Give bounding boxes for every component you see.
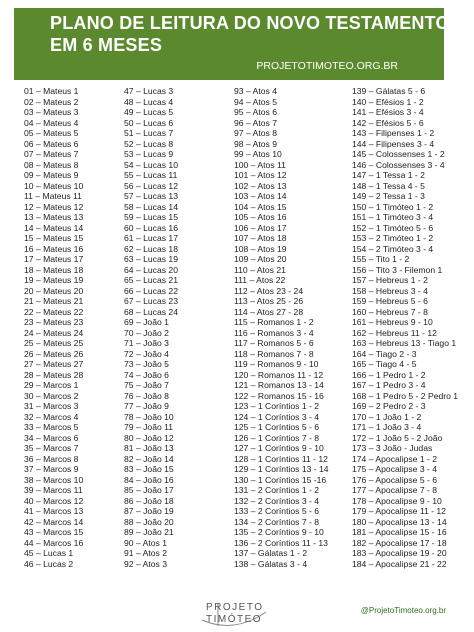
reading-day-item: 91 – Atos 2 <box>124 548 168 558</box>
reading-day-item: 18 – Mateus 18 <box>24 264 84 275</box>
reading-day-item: 92 – Atos 3 <box>124 558 168 569</box>
reading-day-item: 133 – 2 Coríntios 5 - 6 <box>234 506 320 516</box>
reading-day-item: 112 – Atos 23 - 24 <box>234 285 304 296</box>
reading-day-item: 119 – Romanos 9 - 10 <box>234 359 319 369</box>
reading-day-item: 53 – Lucas 9 <box>124 149 174 159</box>
reading-day-item: 83 – João 15 <box>124 464 174 474</box>
reading-day-item: 125 – 1 Coríntios 5 - 6 <box>234 422 320 432</box>
reading-day-item: 159 – Hebreus 5 - 6 <box>352 296 428 306</box>
reading-day-item: 71 – João 3 <box>124 338 169 348</box>
reading-day-item: 44 – Marcos 16 <box>24 537 84 548</box>
reading-day-item: 82 – João 14 <box>124 453 174 464</box>
reading-day-item: 88 – João 20 <box>124 516 174 527</box>
reading-day-item: 180 – Apocalipse 13 - 14 <box>352 516 447 527</box>
reading-day-item: 155 – Tito 1 - 2 <box>352 254 410 264</box>
reading-day-item: 143 – Filipenses 1 - 2 <box>352 128 435 138</box>
reading-day-item: 149 – 2 Tessa 1 - 3 <box>352 191 425 201</box>
reading-day-item: 99 – Atos 10 <box>234 149 282 159</box>
reading-day-item: 07 – Mateus 7 <box>24 149 79 159</box>
reading-day-item: 86 – João 18 <box>124 495 174 506</box>
reading-day-item: 114 – Atos 27 - 28 <box>234 306 304 317</box>
reading-day-item: 178 – Apocalipse 9 - 10 <box>352 495 442 506</box>
reading-day-item: 28 – Mateus 28 <box>24 369 84 380</box>
reading-day-item: 172 – 1 João 5 - 2 João <box>352 432 443 443</box>
reading-day-item: 25 – Mateus 25 <box>24 338 84 348</box>
reading-day-item: 141 – Efésios 3 - 4 <box>352 107 424 117</box>
reading-day-item: 57 – Lucas 13 <box>124 191 178 201</box>
reading-day-item: 120 – Romanos 11 - 12 <box>234 369 324 380</box>
reading-day-item: 59 – Lucas 15 <box>124 212 178 222</box>
reading-day-item: 126 – 1 Coríntios 7 - 8 <box>234 432 320 443</box>
reading-day-item: 161 – Hebreus 9 - 10 <box>352 317 433 327</box>
reading-day-item: 87 – João 19 <box>124 506 174 516</box>
reading-day-item: 136 – 2 Coríntios 11 - 13 <box>234 537 328 548</box>
reading-column-4 <box>352 86 458 569</box>
reading-day-item: 66 – Lucas 22 <box>124 285 178 296</box>
social-handle: @ProjetoTimoteo.org.br <box>360 606 446 615</box>
reading-day-item: 170 – 1 João 1 - 2 <box>352 411 422 422</box>
reading-day-item: 61 – Lucas 17 <box>124 233 178 243</box>
reading-day-item: 106 – Atos 17 <box>234 222 287 233</box>
reading-day-item: 85 – João 17 <box>124 485 174 495</box>
reading-day-item: 19 – Mateus 19 <box>24 275 84 285</box>
reading-day-item: 42 – Marcos 14 <box>24 516 84 527</box>
reading-day-item: 101 – Atos 12 <box>234 170 287 180</box>
reading-day-item: 36 – Marcos 8 <box>24 453 79 464</box>
reading-day-item: 160 – Hebreus 7 - 8 <box>352 306 428 317</box>
reading-day-item: 117 – Romanos 5 - 6 <box>234 338 314 348</box>
reading-day-item: 55 – Lucas 11 <box>124 170 178 180</box>
reading-day-item: 03 – Mateus 3 <box>24 107 79 117</box>
reading-day-item: 138 – Gálatas 3 - 4 <box>234 558 308 569</box>
reading-day-item: 34 – Marcos 6 <box>24 432 79 443</box>
reading-day-item: 60 – Lucas 16 <box>124 222 178 233</box>
reading-day-item: 05 – Mateus 5 <box>24 128 79 138</box>
reading-day-item: 09 – Mateus 9 <box>24 170 79 180</box>
reading-day-item: 110 – Atos 21 <box>234 264 286 275</box>
reading-day-item: 97 – Atos 8 <box>234 128 278 138</box>
reading-day-item: 171 – 1 João 3 - 4 <box>352 422 422 432</box>
reading-day-item: 102 – Atos 13 <box>234 180 287 191</box>
reading-day-item: 139 – Gálatas 5 - 6 <box>352 86 426 96</box>
reading-day-item: 38 – Marcos 10 <box>24 474 84 485</box>
reading-day-item: 104 – Atos 15 <box>234 201 287 212</box>
reading-day-item: 80 – João 12 <box>124 432 174 443</box>
page-title-line2: EM 6 MESES <box>50 35 163 55</box>
reading-day-item: 168 – 1 Pedro 5 - 2 Pedro 1 <box>352 390 459 401</box>
reading-day-item: 69 – João 1 <box>124 317 169 327</box>
reading-day-item: 173 – 3 João - Judas <box>352 443 433 453</box>
reading-day-item: 45 – Lucas 1 <box>24 548 74 558</box>
reading-day-item: 56 – Lucas 12 <box>124 180 178 191</box>
reading-day-item: 127 – 1 Coríntios 9 - 10 <box>234 443 324 453</box>
reading-day-item: 15 – Mateus 15 <box>24 233 84 243</box>
reading-day-item: 140 – Efésios 1 - 2 <box>352 96 424 107</box>
reading-day-item: 146 – Colossenses 3 - 4 <box>352 159 445 170</box>
reading-day-item: 77 – João 9 <box>124 401 169 411</box>
reading-day-item: 73 – João 5 <box>124 359 169 369</box>
reading-day-item: 156 – Tito 3 - Filemon 1 <box>352 264 443 275</box>
reading-day-item: 142 – Efésios 5 - 6 <box>352 117 424 128</box>
reading-day-item: 11 – Mateus 11 <box>24 191 82 201</box>
reading-day-item: 135 – 2 Coríntios 9 - 10 <box>234 527 324 537</box>
reading-day-item: 100 – Atos 11 <box>234 159 286 170</box>
reading-day-item: 40 – Marcos 12 <box>24 495 84 506</box>
reading-day-item: 98 – Atos 9 <box>234 138 278 149</box>
site-url: PROJETOTIMOTEO.ORG.BR <box>256 60 398 72</box>
reading-day-item: 31 – Marcos 3 <box>24 401 79 411</box>
reading-day-item: 154 – 2 Timóteo 3 - 4 <box>352 243 434 254</box>
reading-day-item: 65 – Lucas 21 <box>124 275 178 285</box>
reading-day-item: 30 – Marcos 2 <box>24 390 79 401</box>
reading-day-item: 20 – Mateus 20 <box>24 285 84 296</box>
reading-day-item: 41 – Marcos 13 <box>24 506 84 516</box>
reading-day-item: 17 – Mateus 17 <box>24 254 84 264</box>
reading-column-1 <box>24 86 83 569</box>
logo-text-projeto: PROJETO <box>206 602 264 613</box>
reading-day-item: 105 – Atos 16 <box>234 212 287 222</box>
reading-day-item: 131 – 2 Coríntios 1 - 2 <box>234 485 320 495</box>
reading-day-item: 103 – Atos 14 <box>234 191 287 201</box>
reading-day-item: 75 – João 7 <box>124 380 169 390</box>
reading-day-item: 167 – 1 Pedro 3 - 4 <box>352 380 426 390</box>
reading-day-item: 08 – Mateus 8 <box>24 159 79 170</box>
reading-day-item: 162 – Hebreus 11 - 12 <box>352 327 437 338</box>
reading-day-item: 14 – Mateus 14 <box>24 222 84 233</box>
reading-day-item: 50 – Lucas 6 <box>124 117 174 128</box>
reading-day-item: 118 – Romanos 7 - 8 <box>234 348 314 359</box>
reading-day-item: 183 – Apocalipse 19 - 20 <box>352 548 447 558</box>
reading-day-item: 52 – Lucas 8 <box>124 138 174 149</box>
reading-day-item: 122 – Romanos 15 - 16 <box>234 390 324 401</box>
reading-day-item: 96 – Atos 7 <box>234 117 278 128</box>
reading-day-item: 27 – Mateus 27 <box>24 359 84 369</box>
reading-day-item: 174 – Apocalipse 1 - 2 <box>352 453 438 464</box>
reading-day-item: 121 – Romanos 13 - 14 <box>234 380 324 390</box>
reading-day-item: 70 – João 2 <box>124 327 169 338</box>
reading-day-item: 94 – Atos 5 <box>234 96 278 107</box>
reading-day-item: 37 – Marcos 9 <box>24 464 79 474</box>
reading-day-item: 01 – Mateus 1 <box>24 86 79 96</box>
reading-day-item: 150 – 1 Timóteo 1 - 2 <box>352 201 434 212</box>
reading-day-item: 23 – Mateus 23 <box>24 317 84 327</box>
reading-day-item: 89 – João 21 <box>124 527 174 537</box>
projeto-timoteo-logo <box>198 600 270 628</box>
reading-day-item: 16 – Mateus 16 <box>24 243 84 254</box>
reading-day-item: 64 – Lucas 20 <box>124 264 178 275</box>
reading-day-item: 129 – 1 Coríntios 13 - 14 <box>234 464 329 474</box>
reading-day-item: 148 – 1 Tessa 4 - 5 <box>352 180 425 191</box>
reading-day-item: 29 – Marcos 1 <box>24 380 79 390</box>
reading-day-item: 177 – Apocalipse 7 - 8 <box>352 485 438 495</box>
reading-day-item: 165 – Tiago 4 - 5 <box>352 359 417 369</box>
reading-day-item: 63 – Lucas 19 <box>124 254 178 264</box>
reading-day-item: 81 – João 13 <box>124 443 174 453</box>
reading-day-item: 115 – Romanos 1 - 2 <box>234 317 314 327</box>
reading-day-item: 164 – Tiago 2 - 3 <box>352 348 417 359</box>
reading-day-item: 02 – Mateus 2 <box>24 96 79 107</box>
reading-day-item: 184 – Apocalipse 21 - 22 <box>352 558 447 569</box>
reading-day-item: 145 – Colossenses 1 - 2 <box>352 149 445 159</box>
reading-day-item: 62 – Lucas 18 <box>124 243 178 254</box>
reading-day-item: 116 – Romanos 3 - 4 <box>234 327 314 338</box>
reading-day-item: 76 – João 8 <box>124 390 169 401</box>
reading-day-item: 132 – 2 Coríntios 3 - 4 <box>234 495 320 506</box>
reading-day-item: 137 – Gálatas 1 - 2 <box>234 548 308 558</box>
reading-day-item: 33 – Marcos 5 <box>24 422 79 432</box>
reading-day-item: 48 – Lucas 4 <box>124 96 174 107</box>
reading-day-item: 179 – Apocalipse 11 - 12 <box>352 506 446 516</box>
reading-day-item: 151 – 1 Timóteo 3 - 4 <box>352 212 434 222</box>
page-title-line1: PLANO DE LEITURA DO NOVO TESTAMENTO <box>50 13 450 33</box>
reading-day-item: 123 – 1 Coríntios 1 - 2 <box>234 401 320 411</box>
reading-day-item: 175 – Apocalipse 3 - 4 <box>352 464 438 474</box>
reading-day-item: 10 – Mateus 10 <box>24 180 84 191</box>
reading-day-item: 78 – João 10 <box>124 411 174 422</box>
reading-day-item: 58 – Lucas 14 <box>124 201 178 212</box>
reading-day-item: 54 – Lucas 10 <box>124 159 178 170</box>
reading-day-item: 111 – Atos 22 <box>234 275 286 285</box>
reading-day-item: 130 – 1 Coríntios 15 -16 <box>234 474 327 485</box>
reading-day-item: 39 – Marcos 11 <box>24 485 83 495</box>
reading-day-item: 90 – Atos 1 <box>124 537 168 548</box>
reading-day-item: 128 – 1 Coríntios 11 - 12 <box>234 453 328 464</box>
reading-day-item: 24 – Mateus 24 <box>24 327 84 338</box>
reading-day-item: 22 – Mateus 22 <box>24 306 84 317</box>
reading-day-item: 26 – Mateus 26 <box>24 348 84 359</box>
reading-day-item: 04 – Mateus 4 <box>24 117 79 128</box>
reading-day-item: 134 – 2 Coríntios 7 - 8 <box>234 516 320 527</box>
reading-day-item: 147 – 1 Tessa 1 - 2 <box>352 170 425 180</box>
reading-day-item: 51 – Lucas 7 <box>124 128 174 138</box>
reading-day-item: 13 – Mateus 13 <box>24 212 84 222</box>
reading-day-item: 47 – Lucas 3 <box>124 86 174 96</box>
reading-column-3 <box>234 86 329 569</box>
reading-day-item: 113 – Atos 25 - 26 <box>234 296 304 306</box>
reading-day-item: 95 – Atos 6 <box>234 107 278 117</box>
reading-day-item: 32 – Marcos 4 <box>24 411 79 422</box>
reading-day-item: 169 – 2 Pedro 2 - 3 <box>352 401 426 411</box>
reading-day-item: 124 – 1 Coríntios 3 - 4 <box>234 411 320 422</box>
reading-day-item: 176 – Apocalipse 5 - 6 <box>352 474 438 485</box>
reading-day-item: 67 – Lucas 23 <box>124 296 178 306</box>
reading-day-item: 109 – Atos 20 <box>234 254 287 264</box>
reading-day-item: 79 – João 11 <box>124 422 174 432</box>
reading-day-item: 49 – Lucas 5 <box>124 107 174 117</box>
reading-day-item: 46 – Lucas 2 <box>24 558 74 569</box>
reading-day-item: 21 – Mateus 21 <box>24 296 84 306</box>
reading-day-item: 152 – 1 Timóteo 5 - 6 <box>352 222 434 233</box>
reading-day-item: 182 – Apocalipse 17 - 18 <box>352 537 447 548</box>
reading-day-item: 144 – Filipenses 3 - 4 <box>352 138 435 149</box>
reading-day-item: 181 – Apocalipse 15 - 16 <box>352 527 447 537</box>
reading-day-item: 108 – Atos 19 <box>234 243 287 254</box>
reading-day-item: 06 – Mateus 6 <box>24 138 79 149</box>
reading-day-item: 163 – Hebreus 13 - Tiago 1 <box>352 338 457 348</box>
title-banner <box>14 8 450 80</box>
reading-day-item: 74 – João 6 <box>124 369 169 380</box>
reading-day-item: 166 – 1 Pedro 1 - 2 <box>352 369 426 380</box>
reading-day-item: 35 – Marcos 7 <box>24 443 79 453</box>
reading-day-item: 68 – Lucas 24 <box>124 306 178 317</box>
reading-day-item: 153 – 2 Timóteo 1 - 2 <box>352 233 434 243</box>
logo-text-timoteo: TIMÓTEO <box>206 614 263 625</box>
reading-day-item: 43 – Marcos 15 <box>24 527 84 537</box>
reading-day-item: 107 – Atos 18 <box>234 233 287 243</box>
reading-day-item: 12 – Mateus 12 <box>24 201 84 212</box>
reading-day-item: 93 – Atos 4 <box>234 86 278 96</box>
reading-day-item: 157 – Hebreus 1 - 2 <box>352 275 428 285</box>
reading-day-item: 158 – Hebreus 3 - 4 <box>352 285 428 296</box>
reading-day-item: 84 – João 16 <box>124 474 174 485</box>
reading-column-2 <box>124 86 178 569</box>
reading-day-item: 72 – João 4 <box>124 348 169 359</box>
